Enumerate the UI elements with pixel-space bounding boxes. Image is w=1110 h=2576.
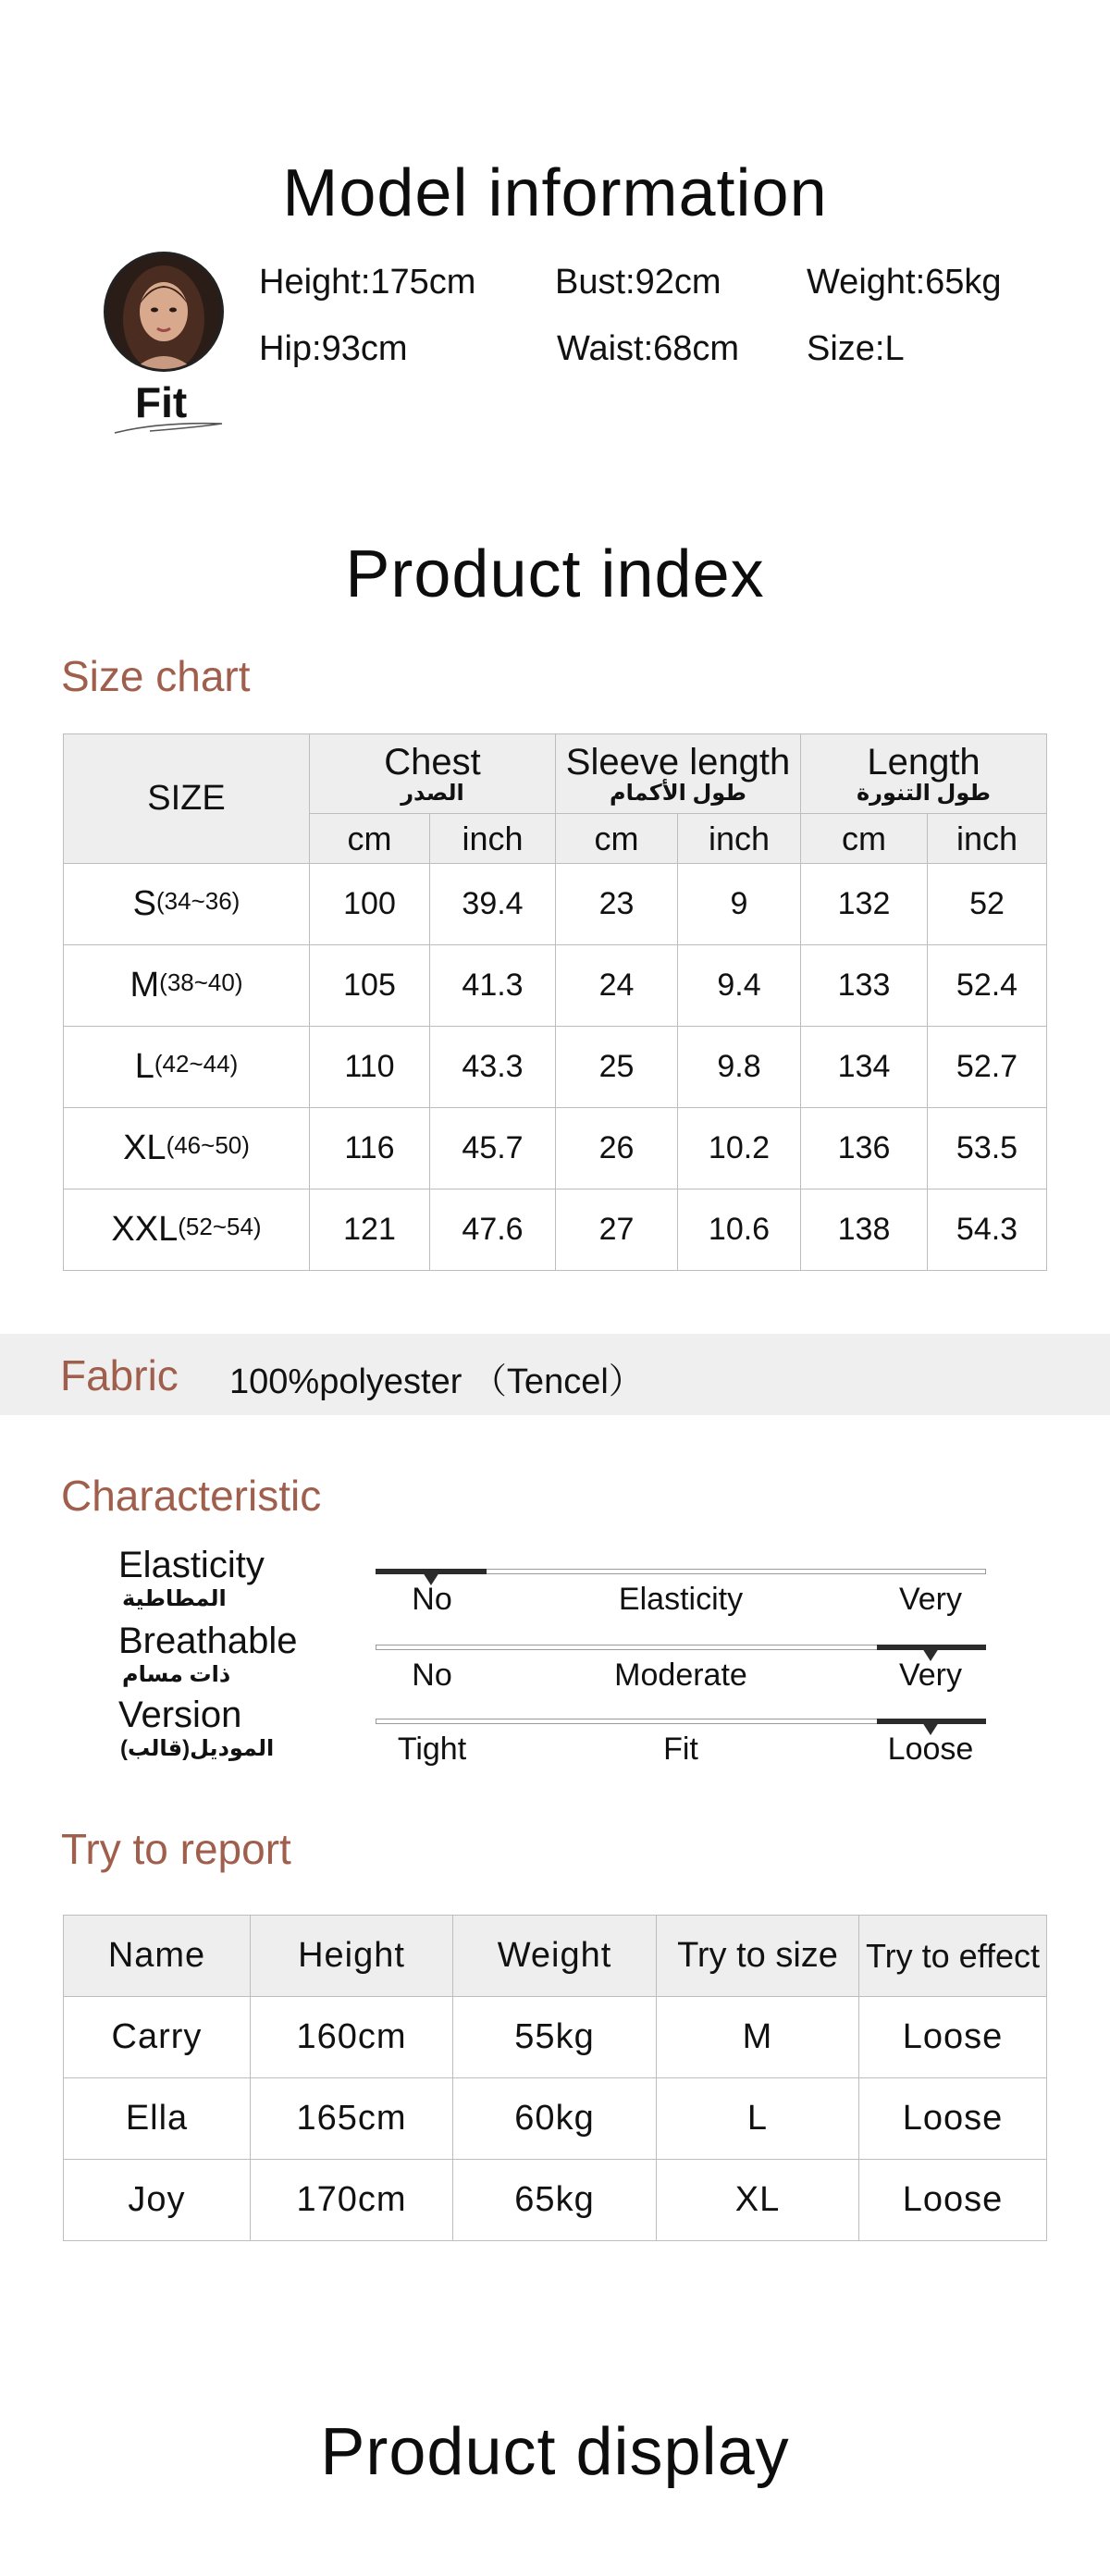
unit-header: inch (678, 814, 801, 864)
fabric-bar (0, 1334, 1110, 1415)
report-header-effect: Try to effect (859, 1916, 1047, 1997)
breathable-scale-low: No (412, 1658, 452, 1693)
size-range: (34~36) (156, 887, 240, 915)
report-cell: 65kg (453, 2160, 657, 2241)
value-cell: 26 (556, 1108, 678, 1189)
report-cell: 170cm (251, 2160, 453, 2241)
size-name: XL (123, 1128, 166, 1167)
value-cell: 132 (801, 864, 928, 945)
version-scale-mid: Fit (663, 1732, 698, 1767)
value-cell: 9 (678, 864, 801, 945)
value-cell: 105 (310, 945, 430, 1027)
value-cell: 53.5 (928, 1108, 1047, 1189)
report-cell: M (657, 1997, 859, 2078)
model-height: Height:175cm (259, 263, 476, 302)
size-chart-label: Size chart (61, 652, 251, 700)
report-cell: 165cm (251, 2078, 453, 2160)
chest-header-ar: الصدر (401, 780, 464, 806)
breathable-scale-mid: Moderate (614, 1658, 747, 1693)
value-cell: 45.7 (430, 1108, 556, 1189)
model-bust: Bust:92cm (555, 263, 722, 302)
report-cell: 60kg (453, 2078, 657, 2160)
size-cell (64, 1027, 310, 1108)
value-cell: 110 (310, 1027, 430, 1108)
value-cell: 10.2 (678, 1108, 801, 1189)
length-header-en: Length (867, 741, 980, 783)
table-row (64, 945, 1047, 1027)
fit-logo-text: Fit (135, 378, 188, 426)
report-cell: Loose (859, 2078, 1047, 2160)
report-cell: Ella (64, 2078, 251, 2160)
value-cell: 134 (801, 1027, 928, 1108)
value-cell: 121 (310, 1189, 430, 1271)
value-cell: 136 (801, 1108, 928, 1189)
table-row (64, 2078, 1047, 2160)
size-header: SIZE (64, 734, 310, 864)
model-waist: Waist:68cm (557, 329, 740, 368)
product-index-title: Product index (345, 537, 765, 611)
try-report-table (63, 1915, 1047, 2241)
size-name: S (132, 884, 156, 923)
size-name: XXL (111, 1210, 179, 1249)
elasticity-ar: المطاطية (122, 1586, 227, 1611)
table-row (64, 1108, 1047, 1189)
unit-header: cm (801, 814, 928, 864)
version-name: Version (118, 1695, 242, 1735)
report-header-name: Name (64, 1916, 251, 1997)
value-cell: 27 (556, 1189, 678, 1271)
value-cell: 10.6 (678, 1189, 801, 1271)
value-cell: 41.3 (430, 945, 556, 1027)
value-cell: 43.3 (430, 1027, 556, 1108)
size-cell (64, 1108, 310, 1189)
report-header-height: Height (251, 1916, 453, 1997)
report-cell: Loose (859, 2160, 1047, 2241)
value-cell: 25 (556, 1027, 678, 1108)
breathable-name: Breathable (118, 1621, 298, 1661)
value-cell: 24 (556, 945, 678, 1027)
chest-header (310, 734, 556, 814)
length-header-ar: طول التنورة (857, 780, 992, 806)
report-cell: 55kg (453, 1997, 657, 2078)
value-cell: 54.3 (928, 1189, 1047, 1271)
model-info-title: Model information (282, 156, 828, 230)
size-cell (64, 1189, 310, 1271)
size-cell (64, 864, 310, 945)
unit-header: inch (430, 814, 556, 864)
sleeve-header-en: Sleeve length (565, 741, 791, 783)
report-cell: L (657, 2078, 859, 2160)
fabric-label: Fabric (60, 1351, 179, 1399)
unit-header: cm (310, 814, 430, 864)
report-header-weight: Weight (453, 1916, 657, 1997)
report-cell: 160cm (251, 1997, 453, 2078)
size-cell (64, 945, 310, 1027)
model-portrait-icon (106, 254, 221, 369)
model-weight: Weight:65kg (807, 263, 1002, 302)
chest-header-en: Chest (384, 741, 481, 783)
version-ar: (الموديل(قالب (120, 1736, 275, 1761)
value-cell: 138 (801, 1189, 928, 1271)
size-range: (52~54) (178, 1213, 262, 1240)
report-header-size: Try to size (657, 1916, 859, 1997)
report-cell: Joy (64, 2160, 251, 2241)
size-range: (38~40) (159, 968, 243, 996)
value-cell: 39.4 (430, 864, 556, 945)
value-cell: 100 (310, 864, 430, 945)
value-cell: 52 (928, 864, 1047, 945)
try-report-label: Try to report (61, 1825, 291, 1873)
size-name: M (130, 966, 160, 1005)
value-cell: 47.6 (430, 1189, 556, 1271)
fabric-value: 100%polyester （Tencel） (229, 1362, 644, 1401)
table-row (64, 1997, 1047, 2078)
unit-header: cm (556, 814, 678, 864)
characteristic-label: Characteristic (61, 1472, 322, 1520)
elasticity-name: Elasticity (118, 1545, 265, 1585)
version-scale-high: Loose (887, 1732, 974, 1767)
length-header (801, 734, 1047, 814)
report-cell: Loose (859, 1997, 1047, 2078)
value-cell: 133 (801, 945, 928, 1027)
sleeve-header (556, 734, 801, 814)
size-chart-table (63, 733, 1047, 1271)
size-range: (42~44) (154, 1050, 239, 1078)
breathable-ar: ذات مسام (122, 1662, 231, 1687)
size-name: L (134, 1047, 154, 1086)
table-row (64, 1027, 1047, 1108)
model-size: Size:L (807, 329, 905, 368)
model-hip: Hip:93cm (259, 329, 408, 368)
model-avatar (104, 252, 224, 372)
value-cell: 9.4 (678, 945, 801, 1027)
value-cell: 9.8 (678, 1027, 801, 1108)
elasticity-scale-low: No (412, 1582, 452, 1617)
unit-header: inch (928, 814, 1047, 864)
table-row (64, 2160, 1047, 2241)
product-display-title: Product display (320, 2415, 790, 2489)
fit-logo-swoosh (113, 418, 231, 437)
table-row (64, 864, 1047, 945)
breathable-scale-high: Very (898, 1658, 963, 1693)
value-cell: 23 (556, 864, 678, 945)
report-cell: Carry (64, 1997, 251, 2078)
value-cell: 116 (310, 1108, 430, 1189)
elasticity-scale-mid: Elasticity (618, 1582, 744, 1617)
table-row (64, 1189, 1047, 1271)
value-cell: 52.4 (928, 945, 1047, 1027)
report-cell: XL (657, 2160, 859, 2241)
elasticity-scale-high: Very (898, 1582, 963, 1617)
sleeve-header-ar: طول الأكمام (610, 780, 746, 806)
value-cell: 52.7 (928, 1027, 1047, 1108)
version-scale-low: Tight (397, 1732, 467, 1767)
size-range: (46~50) (166, 1131, 250, 1159)
